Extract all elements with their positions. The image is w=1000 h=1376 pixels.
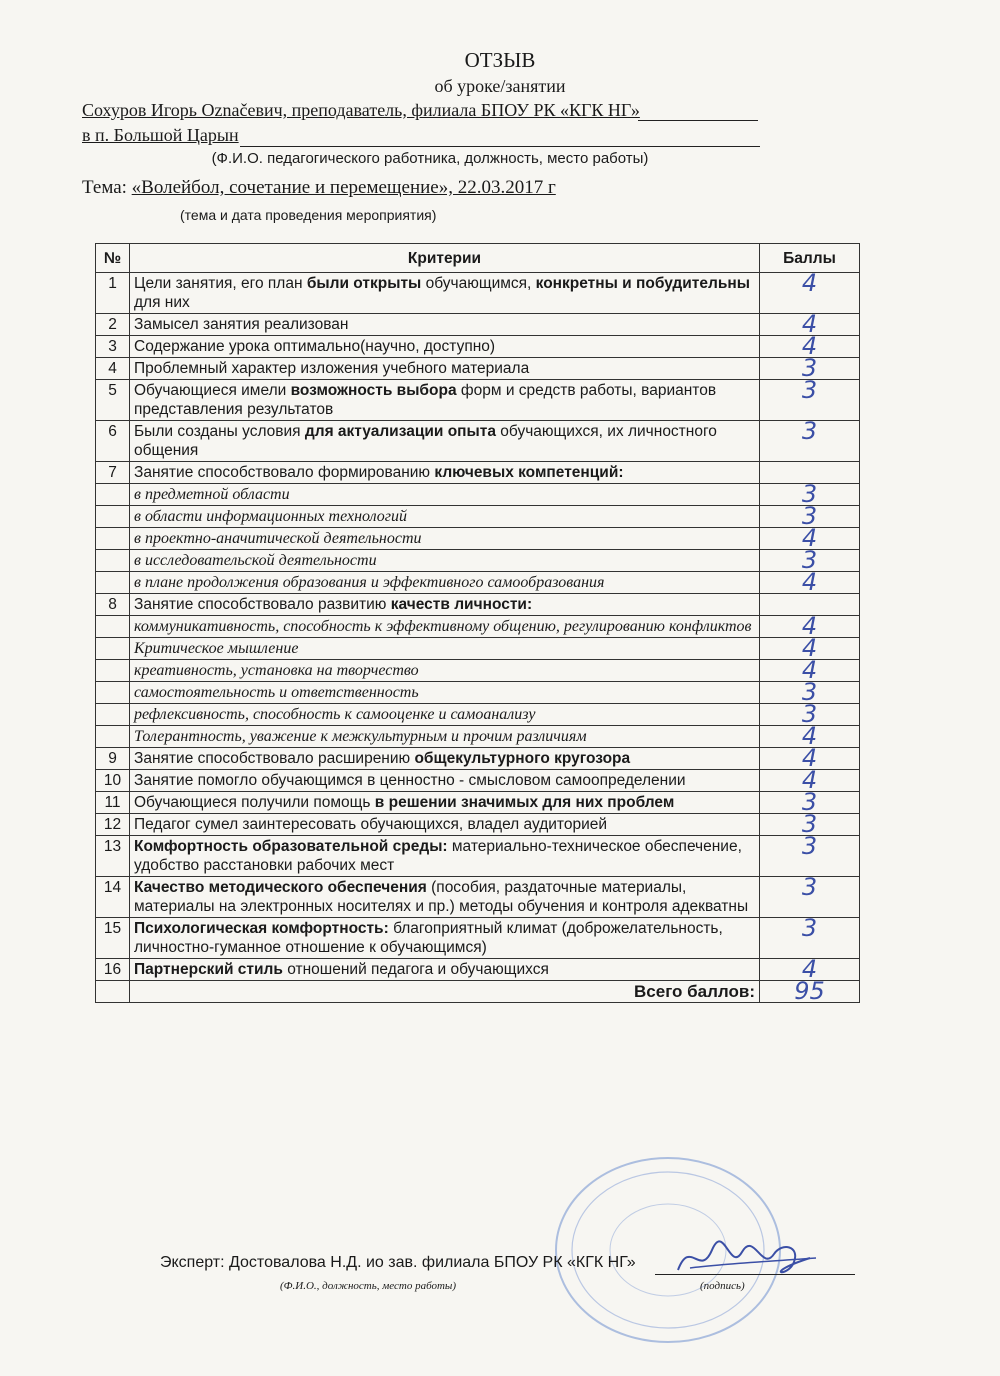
criterion-text: Критическое мышление <box>130 638 760 660</box>
criterion-number <box>96 682 130 704</box>
criterion-row <box>96 748 860 770</box>
topic-text: «Волейбол, сочетание и перемещение», 22.03.2017 г <box>131 177 556 198</box>
criterion-score: 3 <box>760 550 860 572</box>
criterion-row <box>96 877 860 918</box>
sub-criterion-row <box>96 638 860 660</box>
sub-criterion-row <box>96 682 860 704</box>
criterion-text: самостоятельность и ответственность <box>130 682 760 704</box>
criterion-text: в предметной области <box>130 484 760 506</box>
criterion-row <box>96 336 860 358</box>
column-header-number: № <box>96 244 130 273</box>
criterion-row <box>96 358 860 380</box>
criterion-text: в плане продолжения образования и эффективного самообразования <box>130 572 760 594</box>
criterion-score: 3 <box>760 877 860 918</box>
criterion-score: 4 <box>760 314 860 336</box>
criterion-number: 4 <box>96 358 130 380</box>
criterion-score: 3 <box>760 704 860 726</box>
criterion-text: креативность, установка на творчество <box>130 660 760 682</box>
criterion-number <box>96 550 130 572</box>
column-header-score: Баллы <box>760 244 860 273</box>
criterion-number: 2 <box>96 314 130 336</box>
criterion-text: Психологическая комфортность: благоприятный климат (доброжелательность, личностно-гуманное отношение к обучающимся) <box>130 918 760 959</box>
criterion-number: 9 <box>96 748 130 770</box>
criterion-text: рефлексивность, способность к самооценке и самоанализу <box>130 704 760 726</box>
criterion-number <box>96 572 130 594</box>
column-header-criteria: Критерии <box>130 244 760 273</box>
total-value: 95 <box>760 981 860 1003</box>
criteria-table <box>95 243 860 1003</box>
criterion-score: 4 <box>760 638 860 660</box>
criterion-row <box>96 380 860 421</box>
criterion-score: 3 <box>760 380 860 421</box>
criterion-number: 15 <box>96 918 130 959</box>
criterion-number <box>96 726 130 748</box>
criterion-score: 3 <box>760 814 860 836</box>
criterion-number <box>96 638 130 660</box>
criterion-number: 11 <box>96 792 130 814</box>
criterion-text: Занятие способствовало формированию ключевых компетенций: <box>130 462 760 484</box>
criterion-text: Качество методического обеспечения (пособия, раздаточные материалы, материалы на электронных носителях и пр.) методы обучения и контроля адекватны <box>130 877 760 918</box>
criterion-text: в исследовательской деятельности <box>130 550 760 572</box>
criterion-text: Занятие помогло обучающимся в ценностно - смысловом самоопределении <box>130 770 760 792</box>
criterion-score: 3 <box>760 421 860 462</box>
criterion-row <box>96 273 860 314</box>
criterion-number <box>96 704 130 726</box>
criterion-score: 4 <box>760 748 860 770</box>
criterion-number: 8 <box>96 594 130 616</box>
criterion-text: Партнерский стиль отношений педагога и обучающихся <box>130 959 760 981</box>
criterion-score: 3 <box>760 682 860 704</box>
sub-criterion-row <box>96 484 860 506</box>
criterion-row <box>96 918 860 959</box>
criterion-text: Обучающиеся получили помощь в решении значимых для них проблем <box>130 792 760 814</box>
author-line-1: Сохуров Игорь Označевич, преподаватель, филиала БПОУ РК «КГК НГ» <box>82 100 640 120</box>
criterion-score: 3 <box>760 506 860 528</box>
total-spacer <box>96 981 130 1003</box>
criterion-score: 4 <box>760 660 860 682</box>
criterion-row <box>96 314 860 336</box>
criterion-score: 3 <box>760 918 860 959</box>
criterion-row <box>96 959 860 981</box>
sub-criterion-row <box>96 616 860 638</box>
sub-criterion-row <box>96 726 860 748</box>
total-label: Всего баллов: <box>130 981 760 1003</box>
criterion-number <box>96 506 130 528</box>
criterion-score: 4 <box>760 336 860 358</box>
sub-criterion-row <box>96 660 860 682</box>
criterion-number <box>96 484 130 506</box>
sub-criterion-row <box>96 572 860 594</box>
expert-line: Эксперт: Достовалова Н.Д. ио зав. филиала БПОУ РК «КГК НГ» <box>160 1254 636 1271</box>
criterion-score: 4 <box>760 959 860 981</box>
signature-caption: (подпись) <box>700 1280 745 1292</box>
criterion-row <box>96 462 860 484</box>
criterion-text: Цели занятия, его план были открыты обучающимся, конкретны и побудительны для них <box>130 273 760 314</box>
criterion-row <box>96 814 860 836</box>
criterion-number: 6 <box>96 421 130 462</box>
criterion-row <box>96 836 860 877</box>
author-caption: (Ф.И.О. педагогического работника, должность, место работы) <box>211 150 649 167</box>
criterion-text: Толерантность, уважение к межкультурным и прочим различиям <box>130 726 760 748</box>
sub-criterion-row <box>96 528 860 550</box>
criterion-number: 12 <box>96 814 130 836</box>
criterion-text: в области информационных технологий <box>130 506 760 528</box>
criterion-number: 10 <box>96 770 130 792</box>
criterion-number: 3 <box>96 336 130 358</box>
criterion-score: 3 <box>760 836 860 877</box>
topic-caption: (тема и дата проведения мероприятия) <box>180 207 437 223</box>
criterion-row <box>96 594 860 616</box>
criterion-number: 14 <box>96 877 130 918</box>
expert-caption: (Ф.И.О., должность, место работы) <box>280 1280 457 1292</box>
author-underline-2 <box>240 146 760 147</box>
criterion-score: 4 <box>760 770 860 792</box>
criterion-text: Комфортность образовательной среды: материально-техническое обеспечение, удобство расстановки рабочих мест <box>130 836 760 877</box>
criterion-number: 7 <box>96 462 130 484</box>
criterion-text: в проектно-аначитической деятельности <box>130 528 760 550</box>
expert-underline <box>655 1274 855 1275</box>
criterion-text: Занятие способствовало расширению общекультурного кругозора <box>130 748 760 770</box>
sub-criterion-row <box>96 550 860 572</box>
criterion-text: Содержание урока оптимально(научно, доступно) <box>130 336 760 358</box>
criterion-number <box>96 528 130 550</box>
criterion-score: 3 <box>760 484 860 506</box>
criterion-score: 4 <box>760 528 860 550</box>
criterion-number: 5 <box>96 380 130 421</box>
criterion-text: Замысел занятия реализован <box>130 314 760 336</box>
document-title: ОТЗЫВ <box>464 48 536 72</box>
sub-criterion-row <box>96 704 860 726</box>
author-line-2: в п. Большой Царын <box>82 125 239 145</box>
criterion-text: Проблемный характер изложения учебного материала <box>130 358 760 380</box>
criterion-text: коммуникативность, способность к эффективному общению, регулированию конфликтов <box>130 616 760 638</box>
topic-line <box>82 177 556 199</box>
criterion-row <box>96 770 860 792</box>
table-header-row <box>96 244 860 273</box>
criterion-score: 3 <box>760 792 860 814</box>
criterion-number <box>96 660 130 682</box>
criterion-number: 13 <box>96 836 130 877</box>
criterion-row <box>96 792 860 814</box>
sub-criterion-row <box>96 506 860 528</box>
criterion-number: 16 <box>96 959 130 981</box>
criterion-text: Были созданы условия для актуализации опыта обучающихся, их личностного общения <box>130 421 760 462</box>
criterion-score: 4 <box>760 273 860 314</box>
total-row <box>96 981 860 1003</box>
criterion-number <box>96 616 130 638</box>
criterion-score: 4 <box>760 726 860 748</box>
author-underline-1 <box>638 120 758 121</box>
criterion-text: Обучающиеся имели возможность выбора форм и средств работы, вариантов представления результатов <box>130 380 760 421</box>
document-subtitle: об уроке/занятии <box>434 76 566 96</box>
topic-label: Тема: <box>82 177 127 198</box>
criterion-text: Педагог сумел заинтересовать обучающихся, владел аудиторией <box>130 814 760 836</box>
signature-mark <box>670 1228 820 1288</box>
criterion-row <box>96 421 860 462</box>
criteria-rows <box>96 269 860 983</box>
criterion-text: Занятие способствовало развитию качеств личности: <box>130 594 760 616</box>
criterion-number: 1 <box>96 273 130 314</box>
criterion-score: 4 <box>760 572 860 594</box>
criterion-score: 4 <box>760 616 860 638</box>
criterion-score: 3 <box>760 358 860 380</box>
